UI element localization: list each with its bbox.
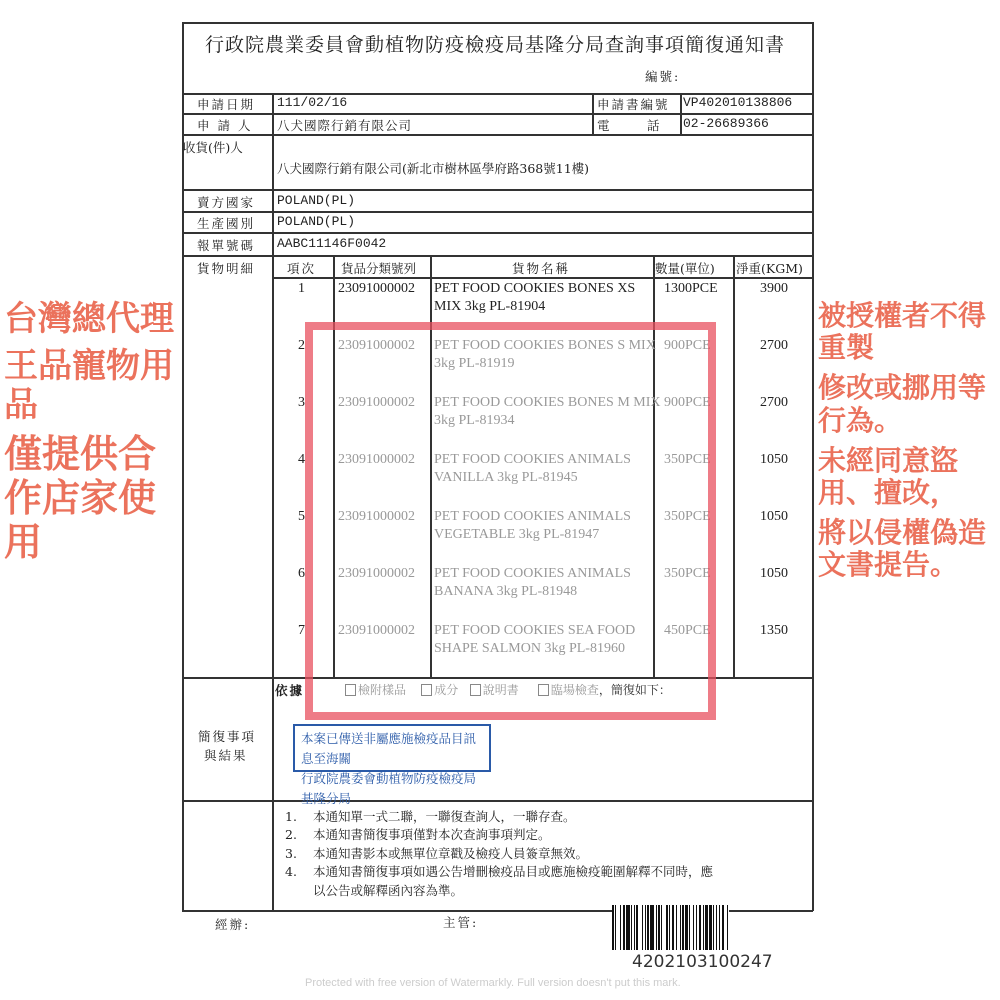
item-weight: 1050 xyxy=(760,509,788,524)
origin-country-label: 生產國別 xyxy=(197,216,256,231)
note-item xyxy=(285,827,551,843)
stamp-line-2: 行政院農委會動植物防疫檢疫局基隆分局 xyxy=(301,771,477,806)
seller-country-label: 賣方國家 xyxy=(197,195,256,210)
item-no: 2 xyxy=(298,338,305,353)
note-text: 本通知書影本或無單位章戳及檢疫人員簽章無效。 xyxy=(313,846,589,861)
watermark-notice: Protected with free version of Watermarkly. Full version doesn't put this mark. xyxy=(305,977,681,989)
handler-label: 經辦: xyxy=(215,917,251,932)
overlay-right-group xyxy=(818,300,998,582)
result-label-2: 與結果 xyxy=(204,748,248,763)
option-label: 說明書 xyxy=(482,683,519,697)
item-name-2: 3kg PL-81919 xyxy=(434,356,515,371)
goods-header-name: 貨物名稱 xyxy=(512,261,571,276)
item-name-1: PET FOOD COOKIES ANIMALS xyxy=(434,566,631,581)
document-title: 行政院農業委員會動植物防疫檢疫局基隆分局查詢事項簡復通知書 xyxy=(205,34,786,56)
item-qty: 350PCE xyxy=(664,452,711,467)
item-weight: 1350 xyxy=(760,623,788,638)
application-no-value: VP402010138806 xyxy=(683,95,793,110)
option-label: 臨場檢查 xyxy=(550,683,599,697)
item-code: 23091000002 xyxy=(338,509,415,524)
item-qty: 900PCE xyxy=(664,338,711,353)
item-code: 23091000002 xyxy=(338,566,415,581)
item-name-2: 3kg PL-81934 xyxy=(434,413,515,428)
overlay-line-1: 台灣總代理 xyxy=(4,299,174,339)
item-code: 23091000002 xyxy=(338,452,415,467)
origin-country-value: POLAND(PL) xyxy=(277,214,356,229)
item-name-1: PET FOOD COOKIES BONES XS xyxy=(434,281,636,296)
item-name-2: MIX 3kg PL-81904 xyxy=(434,299,546,314)
item-qty: 1300PCE xyxy=(664,281,718,296)
watermark-frame xyxy=(305,322,716,720)
item-no: 4 xyxy=(298,452,305,467)
supervisor-label: 主管: xyxy=(443,915,479,930)
stamp-line-1: 本案已傳送非屬應施檢疫品目訊息至海關 xyxy=(301,731,477,766)
item-no: 5 xyxy=(298,509,305,524)
item-name-1: PET FOOD COOKIES ANIMALS xyxy=(434,509,631,524)
item-no: 3 xyxy=(298,395,305,410)
note-text: 本通知書簡復事項如遇公告增刪檢疫品目或應施檢疫範圍解釋不同時，應 xyxy=(313,864,714,879)
barcode-number: 4202103100247 xyxy=(632,952,773,972)
item-weight: 1050 xyxy=(760,452,788,467)
note-item xyxy=(285,846,588,862)
application-date-label: 申請日期 xyxy=(197,97,256,112)
phone-label: 電 話 xyxy=(597,118,660,133)
serial-label: 編號: xyxy=(645,69,681,84)
item-name-1: PET FOOD COOKIES BONES M MIX xyxy=(434,395,661,410)
declaration-no-label: 報單號碼 xyxy=(197,238,256,253)
seller-country-value: POLAND(PL) xyxy=(277,193,356,208)
goods-label: 貨物明細 xyxy=(197,261,256,276)
item-no: 7 xyxy=(298,623,305,638)
goods-header-no: 項次 xyxy=(287,261,317,276)
item-name-1: PET FOOD COOKIES BONES S MIX xyxy=(434,338,656,353)
item-no: 6 xyxy=(298,566,305,581)
consignee-value: 八犬國際行銷有限公司(新北市樹林區學府路368號11樓) xyxy=(277,161,590,176)
option-label: 成分 xyxy=(434,683,459,697)
application-no-label: 申請書編號 xyxy=(597,97,670,112)
phone-value: 02-26689366 xyxy=(683,116,769,131)
note-item xyxy=(285,864,713,880)
option-label: 檢附樣品 xyxy=(358,683,407,697)
declaration-no-value: AABC11146F0042 xyxy=(277,236,387,251)
item-name-2: SHAPE SALMON 3kg PL-81960 xyxy=(434,641,625,656)
note-number: 4. xyxy=(285,864,297,879)
item-qty: 350PCE xyxy=(664,509,711,524)
item-name-2: BANANA 3kg PL-81948 xyxy=(434,584,578,599)
item-name-2: VANILLA 3kg PL-81945 xyxy=(434,470,578,485)
barcode-bar xyxy=(728,905,729,950)
note-text-continued: 以公告或解釋函內容為準。 xyxy=(313,883,464,898)
item-qty: 350PCE xyxy=(664,566,711,581)
result-label-1: 簡復事項 xyxy=(198,729,257,744)
application-date-value: 111/02/16 xyxy=(277,95,348,110)
consignee-label: 收貨(件)人 xyxy=(183,140,243,155)
item-weight: 2700 xyxy=(760,395,788,410)
note-number: 2. xyxy=(285,827,297,842)
note-text: 本通知單一式二聯，一聯復查詢人，一聯存查。 xyxy=(313,809,576,824)
barcode xyxy=(612,905,812,950)
item-weight: 1050 xyxy=(760,566,788,581)
overlay-line-5: 修改或挪用等行為。 xyxy=(818,371,987,437)
goods-header-code: 貨品分類號列 xyxy=(341,261,417,276)
overlay-line-2: 王品寵物用品 xyxy=(4,346,174,426)
item-name-2: VEGETABLE 3kg PL-81947 xyxy=(434,527,600,542)
item-weight: 3900 xyxy=(760,281,788,296)
applicant-value: 八犬國際行銷有限公司 xyxy=(277,118,413,133)
item-no: 1 xyxy=(298,281,305,296)
item-code: 23091000002 xyxy=(338,338,415,353)
basis-label: 依據 xyxy=(275,683,305,698)
applicant-label: 申 請 人 xyxy=(197,118,253,133)
basis-suffix: ，簡復如下： xyxy=(598,683,671,697)
goods-header-weight: 淨重(KGM) xyxy=(736,261,803,276)
item-weight: 2700 xyxy=(760,338,788,353)
overlay-line-3: 僅提供合作店家使用 xyxy=(4,432,157,564)
item-code: 23091000002 xyxy=(338,623,415,638)
overlay-left-group xyxy=(4,300,180,564)
item-qty: 900PCE xyxy=(664,395,711,410)
note-number: 3. xyxy=(285,846,297,861)
item-qty: 450PCE xyxy=(664,623,711,638)
goods-header-qty: 數量(單位) xyxy=(655,261,715,276)
official-stamp xyxy=(293,724,491,806)
item-name-1: PET FOOD COOKIES SEA FOOD xyxy=(434,623,636,638)
note-item xyxy=(285,809,576,825)
note-text: 本通知書簡復事項僅對本次查詢事項判定。 xyxy=(313,827,551,842)
overlay-line-6: 未經同意盜用、擅改， xyxy=(818,443,959,509)
item-code: 23091000002 xyxy=(338,395,415,410)
note-number: 1. xyxy=(285,809,297,824)
item-name-1: PET FOOD COOKIES ANIMALS xyxy=(434,452,631,467)
overlay-line-7: 將以侵權偽造文書提告。 xyxy=(818,516,987,582)
overlay-line-4: 被授權者不得重製 xyxy=(818,299,987,365)
item-code: 23091000002 xyxy=(338,281,415,296)
